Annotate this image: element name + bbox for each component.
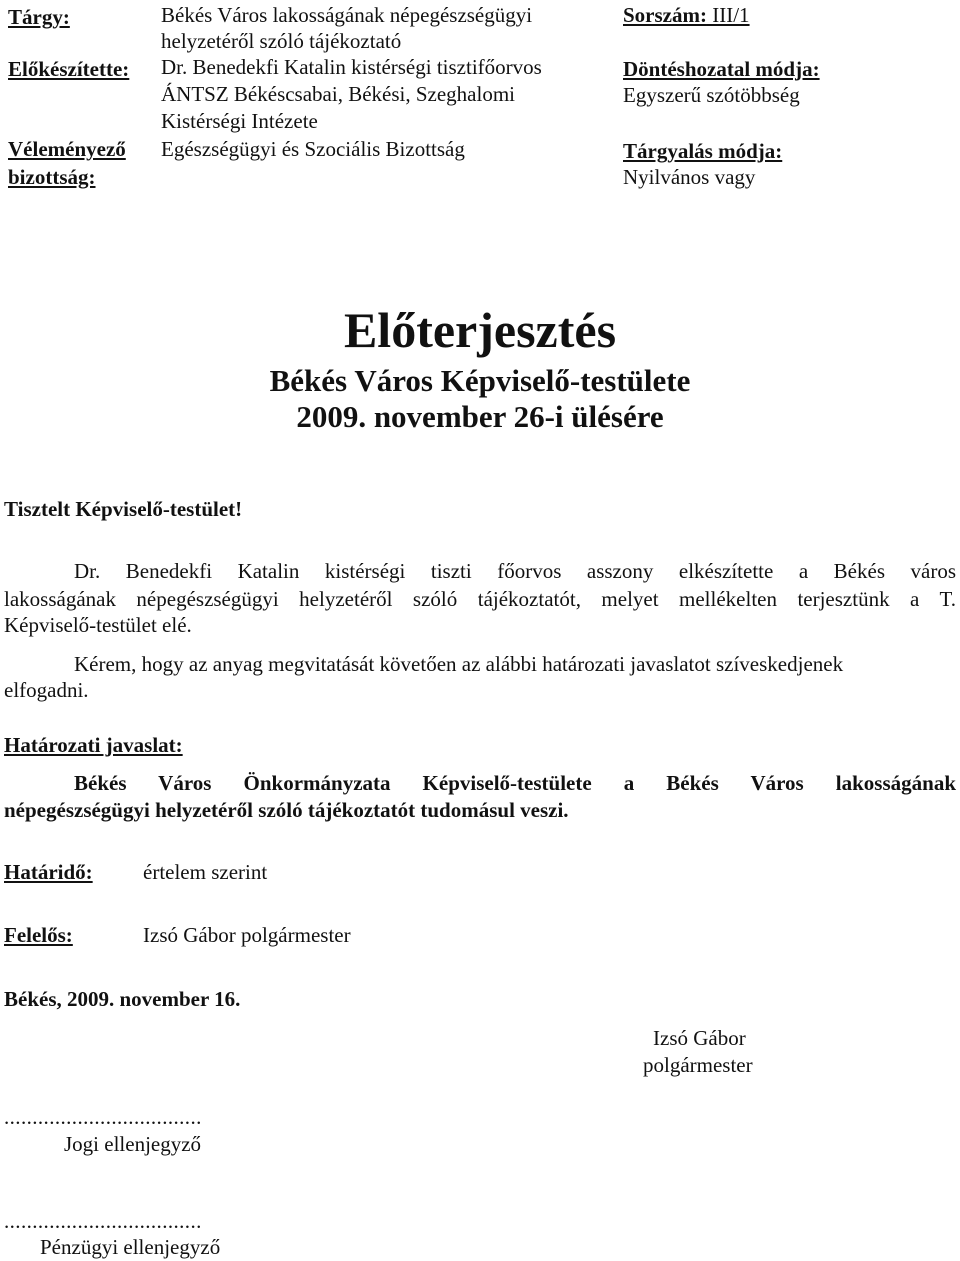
penzugyi-ellenjegyzo: Pénzügyi ellenjegyző [40, 1235, 221, 1259]
place-date: Békés, 2009. november 16. [4, 987, 241, 1011]
felelos-label: Felelős: [4, 923, 73, 947]
para1-line2: lakosságának népegészségügyi helyzetéről szóló tájékoztatót, melyet mellékelten terjesztünk a T. [4, 587, 956, 611]
hatarido-label: Határidő: [4, 860, 93, 884]
penzugyi-dots: ................................... [4, 1209, 202, 1233]
sorszam-label: Sorszám: [623, 3, 707, 27]
donteshozatal-label: Döntéshozatal módja: [623, 57, 820, 81]
elokeszitette-value-line3: Kistérségi Intézete [161, 109, 318, 133]
signer-title: polgármester [643, 1053, 753, 1077]
targy-value-line1: Békés Város lakosságának népegészségügyi [161, 3, 533, 27]
targyalas-value: Nyilvános vagy [623, 165, 756, 189]
targyalas-label: Tárgyalás módja: [623, 139, 783, 163]
velemenyezo-label-2: bizottság: [8, 165, 96, 189]
para2-line1: Kérem, hogy az anyag megvitatását követően az alábbi határozati javaslatot szíveskedjenek [74, 652, 844, 676]
javaslat-label: Határozati javaslat: [4, 733, 183, 757]
donteshozatal-value: Egyszerű szótöbbség [623, 83, 800, 107]
title-main: Előterjesztés [343, 302, 617, 358]
signer-name: Izsó Gábor [653, 1026, 746, 1050]
sorszam [623, 2, 750, 28]
javaslat-line1: Békés Város Önkormányzata Képviselő-testülete a Békés Város lakosságának [74, 771, 956, 795]
targy-value-line2: helyzetéről szóló tájékoztató [161, 29, 402, 53]
elokeszitette-value-line1: Dr. Benedekfi Katalin kistérségi tisztifőorvos [161, 55, 542, 79]
elokeszitette-label: Előkészítette: [8, 57, 130, 81]
title-line1: Békés Város Képviselő-testülete [269, 363, 691, 398]
sorszam-value: III/1 [706, 3, 750, 27]
salutation: Tisztelt Képviselő-testület! [4, 497, 243, 521]
jogi-ellenjegyzo: Jogi ellenjegyző [64, 1132, 202, 1156]
velemenyezo-value: Egészségügyi és Szociális Bizottság [161, 137, 465, 161]
title-line2: 2009. november 26-i ülésére [296, 399, 664, 434]
jogi-dots: ................................... [4, 1105, 202, 1129]
para1-line1: Dr. Benedekfi Katalin kistérségi tiszti főorvos asszony elkészítette a Békés város [74, 559, 956, 583]
targy-label: Tárgy: [8, 5, 70, 29]
para2-line2: elfogadni. [4, 678, 89, 702]
velemenyezo-label-1: Véleményező [8, 137, 126, 161]
felelos-value: Izsó Gábor polgármester [143, 923, 351, 947]
para1-line3: Képviselő-testület elé. [4, 613, 192, 637]
javaslat-line2: népegészségügyi helyzetéről szóló tájékoztatót tudomásul veszi. [4, 798, 569, 822]
hatarido-value: értelem szerint [143, 860, 268, 884]
elokeszitette-value-line2: ÁNTSZ Békéscsabai, Békési, Szeghalomi [161, 82, 516, 106]
